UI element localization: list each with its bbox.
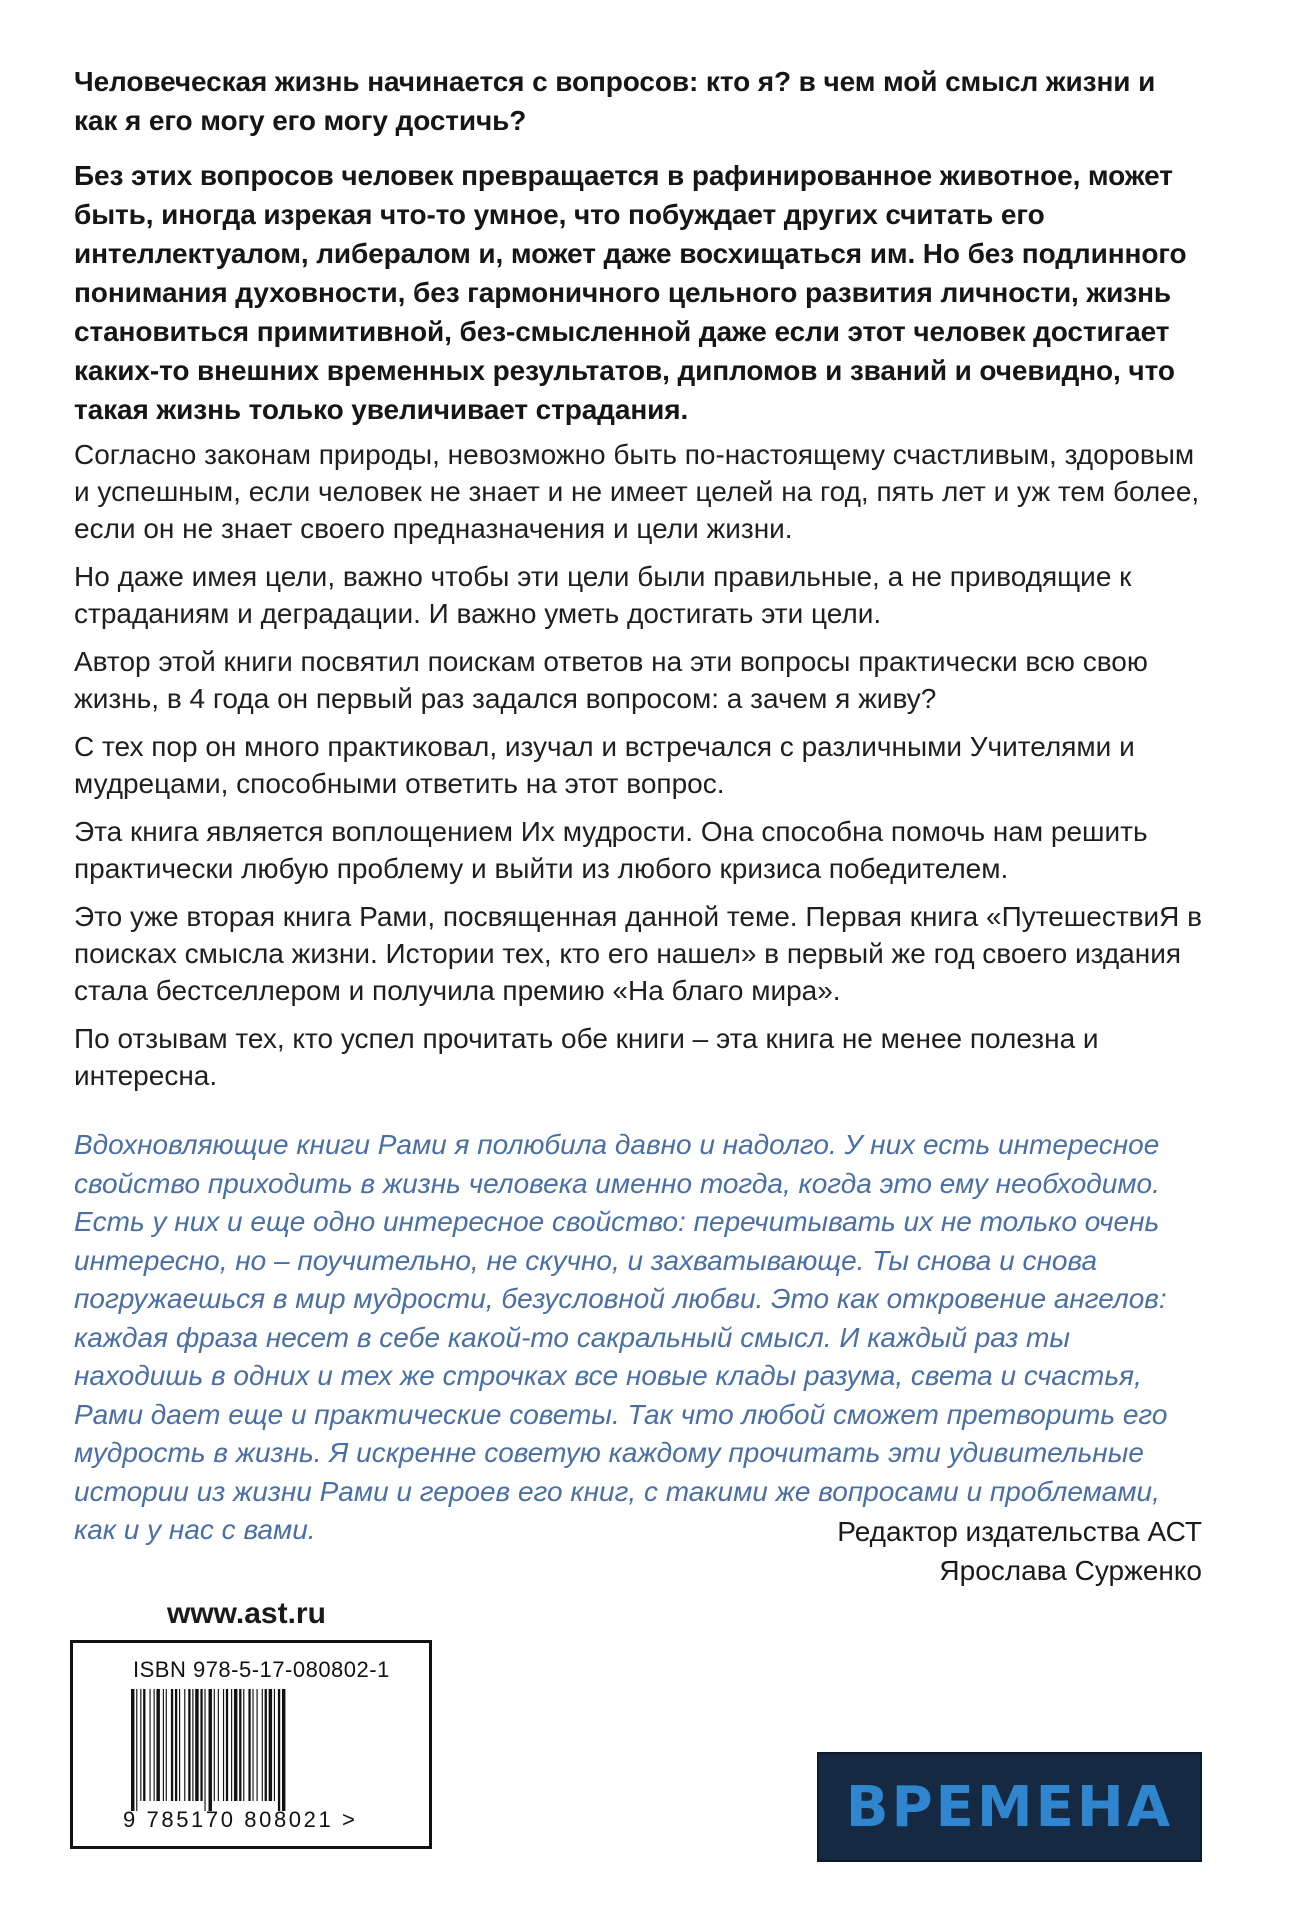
- description-paragraph-3: Автор этой книги посвятил поискам ответов на эти вопросы практически всю свою жизнь, в 4 года он первый раз задался вопросом: а зачем я живу?: [74, 646, 1148, 714]
- barcode-bar: [231, 1689, 232, 1801]
- description-paragraph-5: Эта книга является воплощением Их мудрости. Она способна помочь нам решить практически любую проблему и выйти из любого кризиса победителем.: [74, 816, 1148, 884]
- barcode-bar: [195, 1689, 198, 1801]
- barcode-bar: [223, 1689, 224, 1801]
- barcode-digits: 9 785170 808021 >: [123, 1807, 358, 1832]
- barcode-bar: [150, 1689, 151, 1801]
- quote-text: Вдохновляющие книги Рами я полюбила давно и надолго. У них есть интересное свойство приходить в жизнь человека именно тогда, когда это ему необходимо. Есть у них и еще одно интересное свойство: перечитывать их не только очень интересно, но – поучительно, не скучно, и захватывающе. Ты снова и снова погружаешься в мир мудрости, безусловной любви. Это как откровение ангелов: каждая фраза несет в себе какой-то сакральный смысл. И каждый раз ты находишь в одних и тех же строчках все новые клады разума, света и счастья, Рами дает еще и практические советы. Так что любой сможет претворить его мудрость в жизнь. Я искренне советую каждому прочитать эти удивительные истории из жизни Рами и героев его книг, с такими же вопросами и проблемами, как и у нас с вами.: [74, 1129, 1168, 1545]
- barcode-bar: [184, 1689, 185, 1801]
- barcode-bar: [214, 1689, 215, 1801]
- description-paragraph-6: Это уже вторая книга Рами, посвященная данной теме. Первая книга «ПутешествиЯ в поисках смысла жизни. Истории тех, кто его нашел» в первый же год своего издания стала бестселлером и получила премию «На благо мира».: [74, 901, 1203, 1006]
- barcode-bar: [226, 1689, 228, 1801]
- barcode-bar: [175, 1689, 177, 1801]
- barcode-bar: [269, 1689, 272, 1801]
- signature-role: Редактор издательства АСТ: [837, 1516, 1202, 1547]
- isbn-label: ISBN 978-5-17-080802-1: [133, 1657, 390, 1682]
- barcode-bar: [131, 1689, 134, 1811]
- barcode-bar: [274, 1689, 275, 1801]
- barcode-bar: [218, 1689, 219, 1801]
- description-paragraph-1: Согласно законам природы, невозможно быть по-настоящему счастливым, здоровым и успешным, если человек не знает и не имеет целей на год, пять лет и уж тем более, если он не знает своего предназначения и цели жизни.: [74, 439, 1200, 544]
- barcode-bar: [257, 1689, 258, 1801]
- barcode-bar: [156, 1689, 159, 1801]
- description-paragraph-4: С тех пор он много практиковал, изучал и встречался с различными Учителями и мудрецами, способными ответить на этот вопрос.: [74, 731, 1135, 799]
- barcode-bar: [204, 1689, 205, 1811]
- barcode-bar: [262, 1689, 263, 1801]
- description-paragraph-2: Но даже имея цели, важно чтобы эти цели были правильные, а не приводящие к страданиям и деградации. И важно уметь достигать эти цели.: [74, 561, 1132, 629]
- barcode-bar: [248, 1689, 250, 1801]
- barcode-bar: [278, 1689, 280, 1811]
- description-paragraph-7: По отзывам тех, кто успел прочитать обе книги – эта книга не менее полезна и интересна.: [74, 1023, 1099, 1091]
- barcode-bar: [252, 1689, 253, 1801]
- description-section: [74, 436, 1204, 1105]
- signature-name: Ярослава Сурженко: [939, 1555, 1202, 1586]
- barcode-bar: [243, 1689, 244, 1801]
- barcode-bar: [179, 1689, 180, 1801]
- barcode-bar: [234, 1689, 237, 1801]
- publisher-logo: [817, 1752, 1202, 1862]
- barcode-icon: [131, 1689, 381, 1811]
- barcode-bar: [171, 1689, 173, 1801]
- barcode-bar: [188, 1689, 190, 1801]
- barcode-bar: [143, 1689, 145, 1801]
- publisher-website: www.ast.ru: [167, 1597, 326, 1630]
- barcode-bar: [200, 1689, 202, 1801]
- barcode-bar: [239, 1689, 241, 1801]
- barcode-bar: [166, 1689, 167, 1801]
- bold-paragraph-2: Без этих вопросов человек превращается в рафинированное животное, может быть, иногда изрекая что-то умное, что побуждает других считать его интеллектуалом, либералом и, может даже восхищаться им. Но без подлинного понимания духовности, без гармоничного цельного развития личности, жизнь становиться примитивной, без-смысленной даже если этот человек достигает каких-то внешних временных результатов, дипломов и званий и очевидно, что такая жизнь только увеличивает страдания.: [74, 160, 1187, 425]
- publisher-logo-text: ВРЕМЕНА: [845, 1774, 1174, 1840]
- bold-intro-section: [74, 62, 1204, 445]
- barcode-bar: [140, 1689, 141, 1801]
- barcode-bar: [265, 1689, 267, 1801]
- editor-signature: [837, 1512, 1202, 1590]
- editor-quote: [74, 1126, 1204, 1550]
- barcode-bar: [282, 1689, 285, 1811]
- barcode-bar: [163, 1689, 164, 1801]
- barcode-bar: [209, 1689, 212, 1811]
- barcode-bar: [154, 1689, 155, 1801]
- barcode-bar: [192, 1689, 193, 1801]
- bold-paragraph-1: Человеческая жизнь начинается с вопросов: кто я? в чем мой смысл жизни и как я его могу его могу достичь?: [74, 66, 1156, 136]
- barcode-bar: [136, 1689, 137, 1811]
- barcode-box: [70, 1640, 432, 1849]
